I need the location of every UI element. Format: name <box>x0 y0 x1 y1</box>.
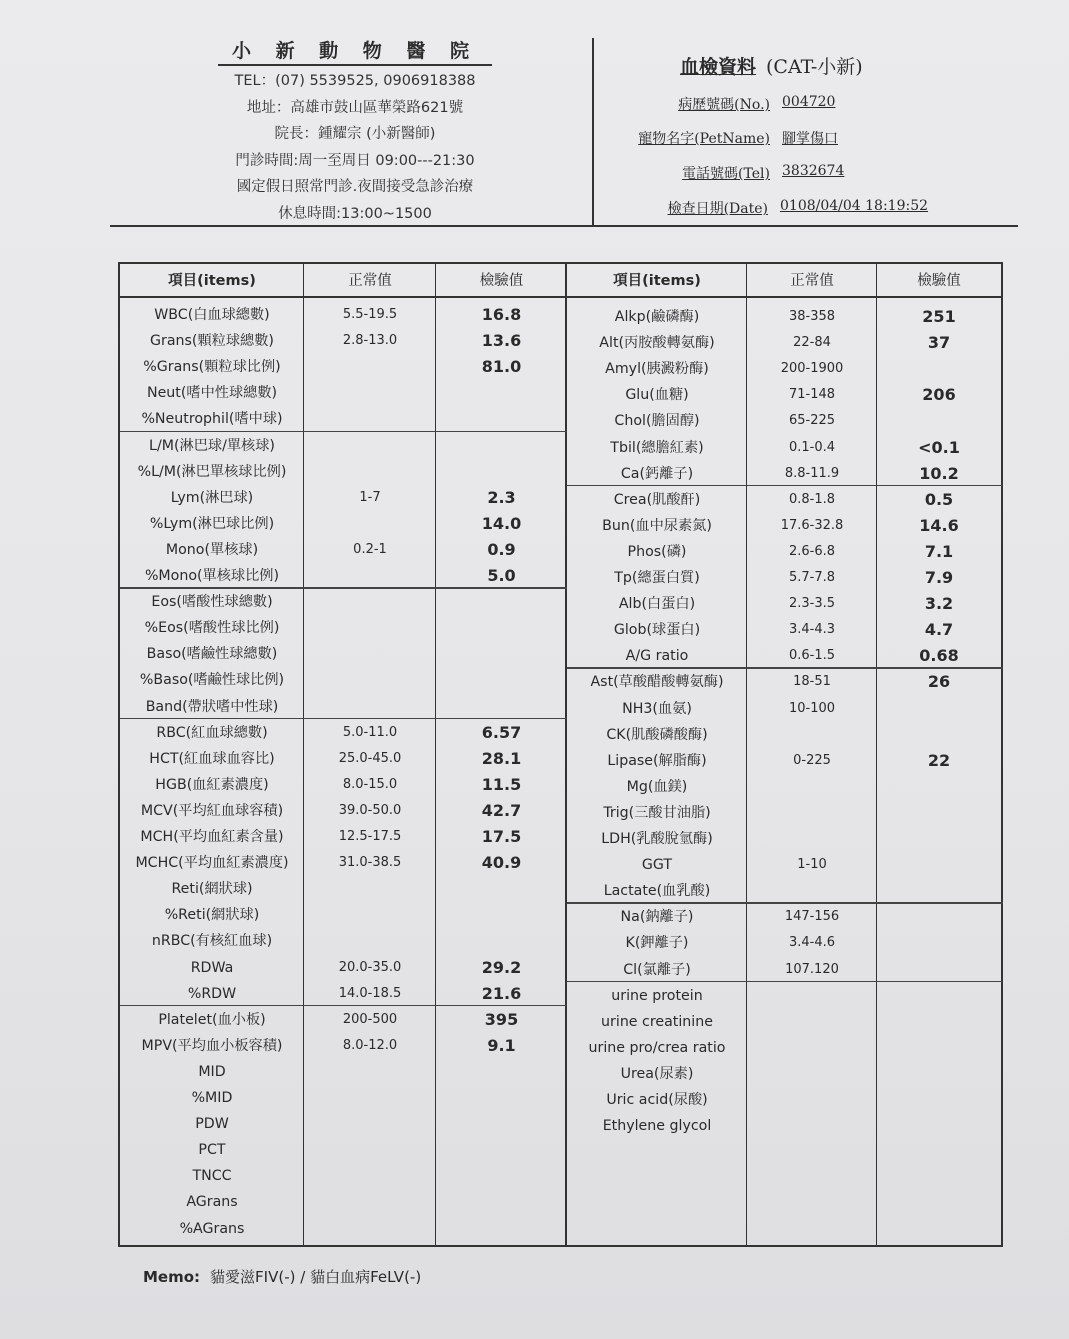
right-item-normal: 107.120 <box>785 961 839 977</box>
right-item-normal: 200-1900 <box>780 361 844 377</box>
clinic-hours: 門診時間:周一至周日 09:00---21:30 <box>235 152 475 169</box>
right-item-normal <box>747 800 877 826</box>
left-item-normal <box>304 876 436 902</box>
left-item-name: Grans(顆粒球總數) <box>150 333 274 350</box>
left-item-name: MID <box>198 1063 226 1080</box>
right-item-name: Lactate(血乳酸) <box>603 883 711 900</box>
right-item-result: 10.2 <box>919 463 959 483</box>
left-item-name: WBC(白血球總數) <box>154 307 270 323</box>
left-item-result: 16.8 <box>481 305 522 324</box>
left-item-name: HGB(血紅素濃度) <box>155 776 269 793</box>
right-item-normal <box>747 1113 877 1139</box>
left-item-result <box>436 1189 567 1215</box>
right-item-result <box>877 800 1001 826</box>
left-item-normal: 0.2-1 <box>353 541 387 557</box>
record-label: 病歷號碼(No.) <box>678 97 770 113</box>
clinic-tel: TEL：(07) 5539525, 0906918388 <box>234 73 476 89</box>
left-item-normal: 20.0-35.0 <box>338 959 402 975</box>
left-item-name: MCHC(平均血紅素濃度) <box>135 855 289 872</box>
left-item-name: Mono(單核球) <box>165 541 259 558</box>
right-item-normal: 17.6-32.8 <box>780 517 844 533</box>
clinic-rest: 休息時間:13:00~1500 <box>278 205 432 222</box>
right-item-result: 3.2 <box>924 594 954 614</box>
left-group-divider <box>120 431 567 433</box>
left-item-normal <box>304 563 436 589</box>
left-item-normal <box>304 641 436 667</box>
left-item-result <box>436 1137 567 1163</box>
right-item-normal: 38-358 <box>788 309 836 324</box>
right-item-result <box>877 722 1001 748</box>
left-item-normal <box>304 1163 436 1189</box>
left-item-name: Band(帶狀嗜中性球) <box>145 698 279 715</box>
right-item-normal <box>747 774 877 800</box>
right-item-normal: 1-10 <box>797 857 827 873</box>
left-item-normal: 8.0-15.0 <box>342 776 398 792</box>
left-item-normal <box>304 1189 436 1215</box>
left-item-name: %RDW <box>187 985 237 1002</box>
header-normal-left: 正常值 <box>304 264 436 298</box>
record-value: 004720 <box>782 94 836 110</box>
right-item-name: NH3(血氨) <box>622 700 692 717</box>
left-item-result: 42.7 <box>481 800 522 820</box>
left-item-name: nRBC(有核紅血球) <box>151 933 273 950</box>
left-item-name: %Reti(網狀球) <box>164 907 260 924</box>
left-item-result: 29.2 <box>481 957 522 977</box>
left-item-normal <box>304 694 436 720</box>
left-item-name: %Baso(嗜鹼性球比例) <box>139 672 285 689</box>
right-item-name: Tbil(總膽紅素) <box>610 439 704 456</box>
right-item-result <box>877 904 1001 930</box>
left-item-normal <box>304 667 436 693</box>
left-item-result <box>436 1111 567 1137</box>
left-item-result: 0.9 <box>487 539 516 559</box>
right-item-result <box>877 1113 1001 1139</box>
left-item-name: %Lym(淋巴球比例) <box>149 515 275 532</box>
right-item-normal <box>747 983 877 1009</box>
left-item-name: %MID <box>191 1090 233 1106</box>
left-item-result <box>436 694 567 720</box>
left-item-name: RDWa <box>190 959 234 976</box>
right-item-result: 206 <box>922 385 956 405</box>
left-item-normal: 14.0-18.5 <box>338 985 402 1001</box>
right-item-name: A/G ratio <box>625 648 689 665</box>
left-group-divider <box>120 587 567 589</box>
left-item-normal <box>304 511 436 537</box>
right-item-name: Phos(磷) <box>627 543 687 560</box>
left-item-result: 17.5 <box>481 827 522 846</box>
left-item-normal <box>304 406 436 432</box>
left-item-name: Reti(網狀球) <box>171 881 253 898</box>
right-item-normal: 65-225 <box>788 413 836 429</box>
left-item-name: %Grans(顆粒球比例) <box>143 359 281 376</box>
right-item-name: Ethylene glycol <box>602 1118 712 1135</box>
left-item-normal <box>304 1059 436 1085</box>
right-item-name: Bun(血中尿素氮) <box>602 517 712 534</box>
left-item-name: HCT(紅血球血容比) <box>149 750 275 767</box>
right-item-normal: 0-225 <box>793 752 831 768</box>
left-item-name: L/M(淋巴球/單核球) <box>149 437 275 454</box>
left-item-name: Lym(淋巴球) <box>170 489 254 506</box>
left-item-result <box>436 589 567 615</box>
report-subtitle: (CAT-小新) <box>766 56 863 78</box>
header-items-right: 項目(items) <box>567 264 747 298</box>
right-item-normal <box>747 826 877 852</box>
right-item-normal: 147-156 <box>784 909 840 925</box>
right-item-result: 4.7 <box>924 620 954 640</box>
right-item-normal: 5.7-7.8 <box>788 570 836 585</box>
left-item-result: 2.3 <box>487 487 516 507</box>
tel-value: 3832674 <box>782 163 845 179</box>
left-item-normal: 25.0-45.0 <box>338 750 402 766</box>
pet-label: 寵物名字(PetName) <box>638 131 770 147</box>
left-item-normal <box>304 433 436 459</box>
left-item-name: MPV(平均血小板容積) <box>141 1037 283 1054</box>
left-item-name: PDW <box>195 1116 229 1133</box>
right-item-normal <box>747 1009 877 1035</box>
right-item-name: Mg(血鎂) <box>626 778 688 795</box>
header-normal-right: 正常值 <box>747 264 877 298</box>
left-item-result: 395 <box>484 1009 519 1029</box>
date-value: 0108/04/04 18:19:52 <box>780 198 929 214</box>
left-item-normal: 5.0-11.0 <box>342 724 398 740</box>
right-item-result <box>877 852 1001 878</box>
right-item-result <box>877 1061 1001 1087</box>
clinic-holiday: 國定假日照常門診.夜間接受急診治療 <box>236 179 474 195</box>
left-item-result: 6.57 <box>481 722 522 742</box>
pet-value: 腳掌傷口 <box>782 131 838 147</box>
right-item-normal: 0.8-1.8 <box>788 491 836 507</box>
right-item-name: urine protein <box>611 987 703 1004</box>
left-item-normal: 200-500 <box>342 1011 398 1027</box>
right-item-normal: 10-100 <box>788 700 836 716</box>
header-items-left: 項目(items) <box>120 264 304 298</box>
left-item-result <box>436 1163 567 1189</box>
right-item-name: Urea(尿素) <box>620 1065 694 1082</box>
left-item-name: Platelet(血小板) <box>158 1011 266 1028</box>
right-group-divider <box>567 667 1003 669</box>
right-item-name: LDH(乳酸脫氫酶) <box>601 831 713 847</box>
right-item-normal <box>747 878 877 904</box>
right-item-name: urine pro/crea ratio <box>588 1039 726 1056</box>
left-item-normal <box>304 380 436 406</box>
header-horizontal-divider <box>110 225 1018 227</box>
right-item-name: Uric acid(尿酸) <box>606 1092 708 1108</box>
right-item-result: 251 <box>922 307 956 326</box>
right-item-normal <box>747 1035 877 1061</box>
right-item-name: urine creatinine <box>601 1013 713 1030</box>
left-item-name: %L/M(淋巴單核球比例) <box>137 463 287 480</box>
left-item-name: AGrans <box>186 1194 238 1211</box>
right-item-normal: 22-84 <box>793 335 831 351</box>
right-item-name: Ca(鈣離子) <box>620 465 694 482</box>
right-item-name: Trig(三酸甘油脂) <box>603 804 711 821</box>
clinic-address: 地址：高雄市鼓山區華榮路621號 <box>246 99 464 116</box>
right-item-normal: 0.6-1.5 <box>788 648 836 664</box>
left-item-result <box>436 902 567 928</box>
left-item-result: 11.5 <box>481 774 522 794</box>
left-item-result <box>436 1085 567 1111</box>
left-item-normal: 1-7 <box>359 489 381 505</box>
memo-text: 貓愛滋FIV(-) / 貓白血病FeLV(-) <box>210 1268 422 1286</box>
right-item-result: 14.6 <box>919 515 959 535</box>
right-item-result: 0.5 <box>924 489 954 509</box>
left-item-name: TNCC <box>192 1168 232 1185</box>
right-item-normal: 2.3-3.5 <box>788 596 836 612</box>
right-item-name: Ast(草酸醋酸轉氨酶) <box>590 674 724 691</box>
right-item-name: Tp(總蛋白質) <box>614 570 700 586</box>
right-item-result: 37 <box>927 333 951 353</box>
left-item-normal: 39.0-50.0 <box>338 802 402 818</box>
left-item-result <box>436 615 567 641</box>
memo-label: Memo: <box>143 1268 201 1286</box>
left-item-result: 9.1 <box>487 1035 516 1055</box>
left-item-name: MCV(平均紅血球容積) <box>140 802 284 819</box>
clinic-director: 院長：鍾耀宗 (小新醫師) <box>274 126 436 142</box>
right-item-result <box>877 826 1001 852</box>
left-item-normal <box>304 1111 436 1137</box>
left-item-normal <box>304 1085 436 1111</box>
right-item-name: Crea(肌酸酐) <box>613 491 701 508</box>
right-group-divider <box>567 485 1003 487</box>
right-item-normal: 18-51 <box>793 674 831 690</box>
left-item-normal <box>304 459 436 485</box>
right-item-name: Chol(膽固醇) <box>614 413 700 430</box>
right-item-result: 22 <box>927 750 951 770</box>
left-item-normal <box>304 1137 436 1163</box>
left-item-name: %Neutrophil(嗜中球) <box>141 411 283 428</box>
date-label: 檢查日期(Date) <box>667 201 768 217</box>
right-item-result <box>877 408 1001 434</box>
left-item-result <box>436 667 567 693</box>
left-item-name: %AGrans <box>179 1220 245 1237</box>
right-item-name: Lipase(解脂酶) <box>607 752 707 769</box>
right-item-result <box>877 1035 1001 1061</box>
left-item-result: 5.0 <box>487 566 516 585</box>
right-item-normal: 3.4-4.6 <box>788 935 836 951</box>
right-item-result: 0.68 <box>919 646 959 666</box>
results-table <box>118 262 1003 1247</box>
right-item-normal <box>747 1087 877 1113</box>
right-item-name: Alb(白蛋白) <box>618 596 696 613</box>
right-item-result <box>877 983 1001 1009</box>
header-result-right: 檢驗值 <box>877 264 1001 298</box>
report-title-text: 血檢資料 <box>680 56 757 78</box>
right-item-result <box>877 957 1001 983</box>
right-item-name: Na(鈉離子) <box>620 909 694 926</box>
left-item-result: 21.6 <box>481 983 522 1003</box>
right-item-result <box>877 774 1001 800</box>
right-item-result <box>877 696 1001 722</box>
right-item-name: CK(肌酸磷酸酶) <box>606 726 708 743</box>
right-item-name: Cl(氯離子) <box>623 961 691 978</box>
right-item-normal <box>747 1061 877 1087</box>
left-item-normal: 5.5-19.5 <box>342 307 398 322</box>
memo <box>143 1266 421 1287</box>
left-item-normal: 12.5-17.5 <box>338 829 402 844</box>
right-item-result <box>877 1009 1001 1035</box>
right-item-result: 7.9 <box>924 568 954 587</box>
left-item-normal: 8.0-12.0 <box>342 1037 398 1053</box>
right-item-normal: 0.1-0.4 <box>788 439 836 455</box>
left-item-normal <box>304 354 436 380</box>
right-item-result: <0.1 <box>918 437 960 457</box>
left-item-result <box>436 1216 567 1242</box>
right-item-result <box>877 930 1001 956</box>
right-group-divider <box>567 902 1003 904</box>
right-item-name: Glu(血糖) <box>625 387 689 404</box>
left-item-result <box>436 380 567 406</box>
left-item-result <box>436 433 567 459</box>
left-item-name: Baso(嗜鹼性球總數) <box>146 646 278 663</box>
left-group-divider <box>120 1005 567 1007</box>
right-item-name: GGT <box>641 857 673 874</box>
left-item-result: 40.9 <box>481 853 522 873</box>
left-item-name: %Eos(嗜酸性球比例) <box>144 620 280 637</box>
left-item-result: 28.1 <box>481 748 522 768</box>
right-item-result <box>877 878 1001 904</box>
right-item-name: K(鉀離子) <box>625 935 689 952</box>
right-item-result: 7.1 <box>924 541 954 561</box>
left-item-result <box>436 641 567 667</box>
left-item-name: Neut(嗜中性球總數) <box>146 385 278 402</box>
left-item-result: 13.6 <box>481 331 522 351</box>
right-item-normal: 2.6-6.8 <box>788 543 836 559</box>
header-vertical-divider <box>592 38 594 226</box>
left-item-result: 81.0 <box>481 357 522 377</box>
left-item-result <box>436 876 567 902</box>
left-item-result <box>436 459 567 485</box>
left-item-normal: 31.0-38.5 <box>338 855 402 871</box>
right-item-normal: 3.4-4.3 <box>788 622 836 638</box>
report-title <box>680 52 863 79</box>
right-group-divider <box>567 981 1003 983</box>
left-item-result: 14.0 <box>481 513 522 533</box>
left-item-name: MCH(平均血紅素含量) <box>140 829 284 845</box>
left-item-normal <box>304 615 436 641</box>
left-item-name: Eos(嗜酸性球總數) <box>151 594 273 611</box>
left-item-name: %Mono(單核球比例) <box>144 568 280 584</box>
left-group-divider <box>120 718 567 720</box>
left-item-name: PCT <box>198 1142 226 1159</box>
right-item-normal: 8.8-11.9 <box>784 465 840 481</box>
left-item-normal: 2.8-13.0 <box>342 333 398 349</box>
tel-label: 電話號碼(Tel) <box>682 166 770 182</box>
clinic-name: 小 新 動 物 醫 院 <box>218 36 492 66</box>
left-item-result <box>436 928 567 954</box>
right-item-normal: 71-148 <box>788 387 836 403</box>
left-item-normal <box>304 589 436 615</box>
right-item-normal <box>747 722 877 748</box>
right-item-result: 26 <box>927 672 951 692</box>
right-item-result <box>877 1087 1001 1113</box>
right-item-result <box>877 356 1001 382</box>
right-item-name: Amyl(胰澱粉酶) <box>605 361 709 378</box>
left-item-normal <box>304 902 436 928</box>
right-item-name: Alkp(鹼磷酶) <box>614 309 700 325</box>
left-item-result <box>436 406 567 432</box>
left-item-normal <box>304 1216 436 1242</box>
header-result-left: 檢驗值 <box>436 264 567 298</box>
clinic-header <box>110 36 600 227</box>
left-item-result <box>436 1059 567 1085</box>
right-item-name: Glob(球蛋白) <box>613 622 701 639</box>
left-item-normal <box>304 928 436 954</box>
right-item-name: Alt(丙胺酸轉氨酶) <box>599 335 715 352</box>
left-item-name: RBC(紅血球總數) <box>156 724 268 741</box>
